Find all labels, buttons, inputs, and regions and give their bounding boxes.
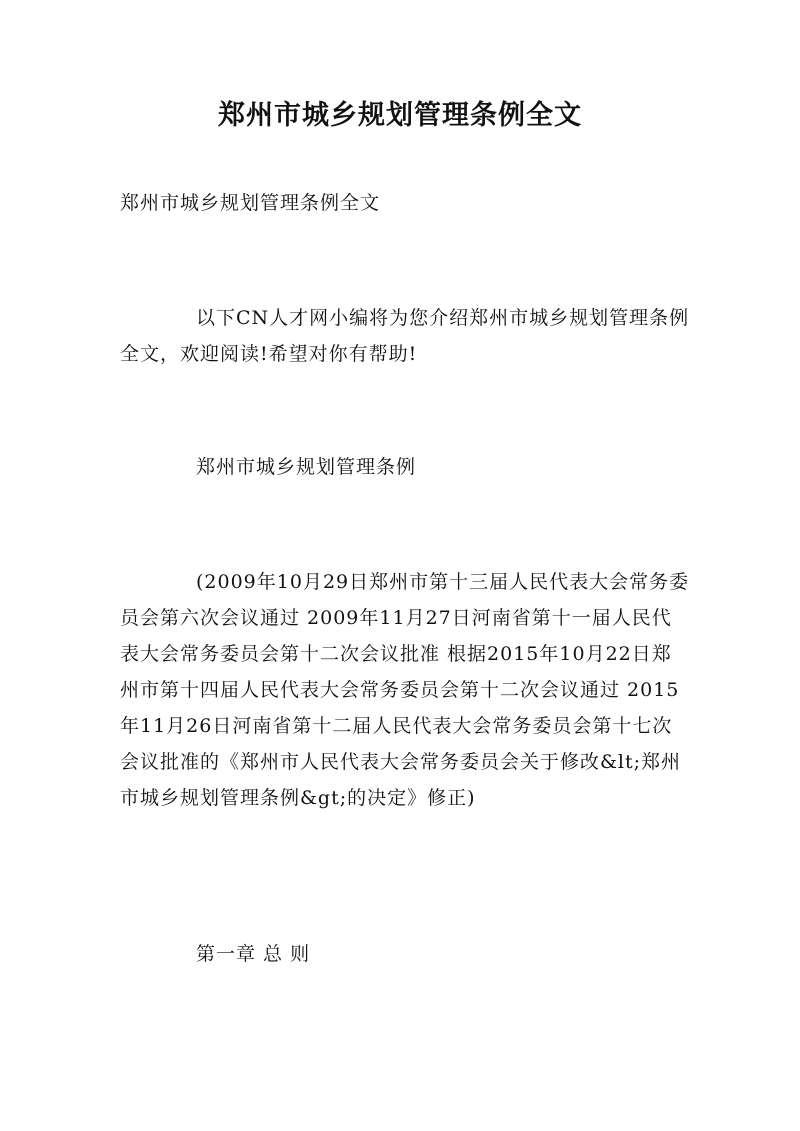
- document-title: 郑州市城乡规划管理条例全文: [218, 100, 582, 131]
- intro-paragraph: 以下CN人才网小编将为您介绍郑州市城乡规划管理条例全文，欢迎阅读!希望对你有帮助!: [120, 307, 690, 365]
- document-subtitle: 郑州市城乡规划管理条例全文: [120, 192, 381, 214]
- amendment-history-paragraph: (2009年10月29日郑州市第十三届人民代表大会常务委员会第六次会议通过 2009年11月27日河南省第十一届人民代表大会常务委员会第十二次会议批准 根据2015年10月22日郑州市第十四届人民代表大会常务委员会第十二次会议通过 2015年11月26日河南省第十二届人民代表大会常务委员会第十七次会议批准的《郑州市人民代表大会常务委员会关于修改&lt;郑州市城乡规划管理条例&gt;的决定》修正): [120, 571, 690, 809]
- regulation-name: 郑州市城乡规划管理条例: [196, 456, 417, 478]
- chapter-heading: 第一章 总 则: [196, 943, 311, 965]
